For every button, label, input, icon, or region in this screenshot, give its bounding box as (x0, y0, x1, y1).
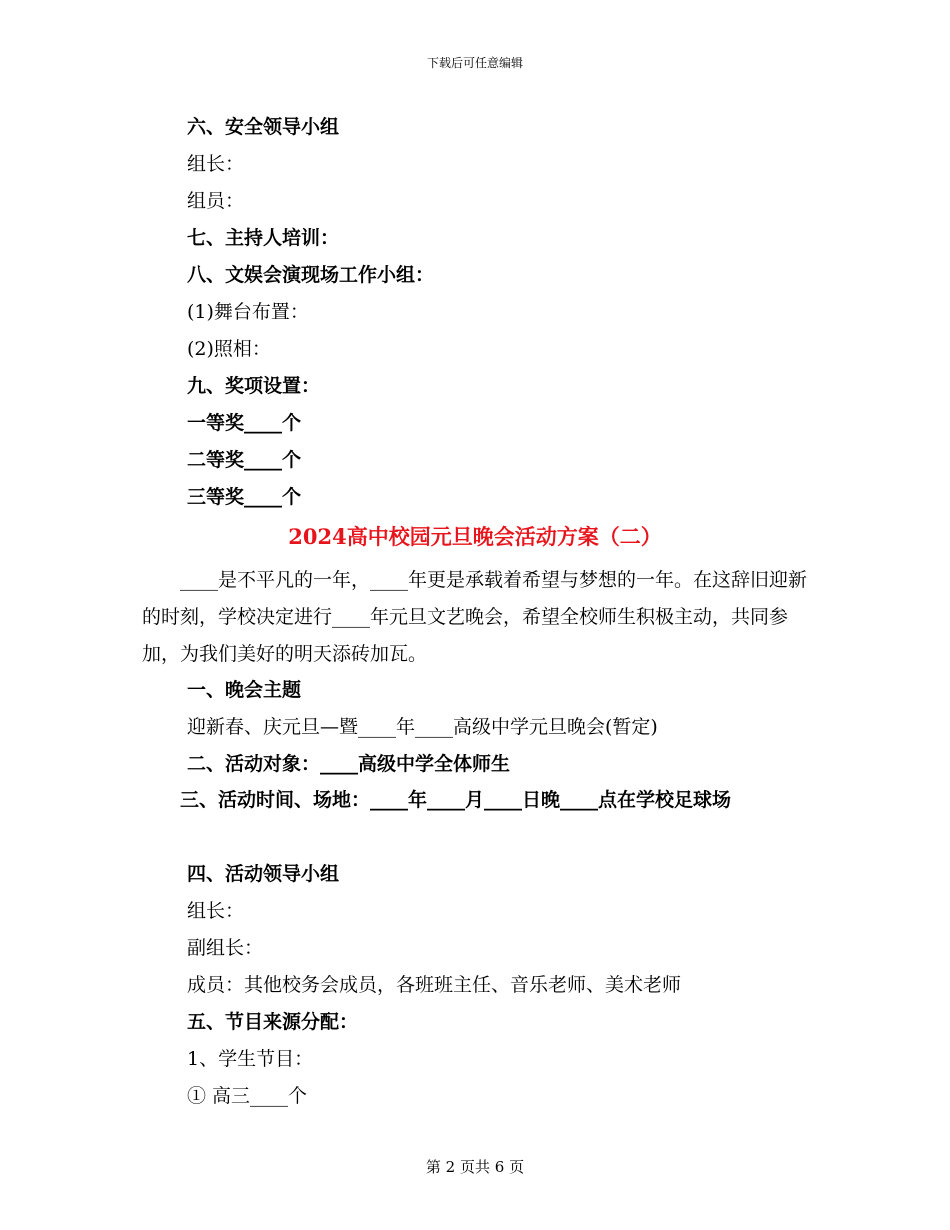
members-line: 成员：其他校务会成员，各班班主任、音乐老师、美术老师 (187, 974, 682, 996)
section-nine-heading: 九、奖项设置： (187, 375, 321, 397)
section-seven-heading: 七、主持人培训： (187, 227, 340, 249)
senior-three-line: ① 高三____个 (187, 1085, 308, 1107)
document-title: 2024高中校园元旦晚会活动方案（二） (288, 524, 662, 549)
section-two-heading: 二、活动对象：____高级中学全体师生 (187, 753, 511, 775)
third-prize-line: 三等奖____个 (187, 486, 302, 508)
group-leader-line: 组长： (187, 900, 245, 922)
page-header: 下载后可任意编辑 (426, 56, 523, 70)
section-eight-heading: 八、文娱会演现场工作小组： (187, 264, 435, 286)
deputy-leader-line: 副组长： (187, 937, 264, 959)
section-one-heading: 一、晚会主题 (187, 679, 302, 701)
stage-setup-line: (1)舞台布置： (187, 301, 309, 323)
theme-line: 迎新春、庆元旦—暨____年____高级中学元旦晚会(暂定) (187, 716, 658, 738)
member-line: 组员： (187, 190, 245, 212)
intro-paragraph: ____是不平凡的一年，____年更是承载着希望与梦想的一年。在这辞旧迎新的时刻，学校决定进行____年元旦文艺晚会，希望全校师生积极主动，共同参加，为我们美好的明天添砖加瓦。 (142, 569, 808, 665)
leader-line: 组长： (187, 153, 245, 175)
page-footer: 第 2 页共 6 页 (425, 1158, 525, 1176)
section-three-heading: 三、活动时间、场地：____年____月____日晚____点在学校足球场 (142, 789, 732, 811)
second-prize-line: 二等奖____个 (187, 449, 302, 471)
section-six-heading: 六、安全领导小组 (187, 116, 340, 138)
first-prize-line: 一等奖____个 (187, 412, 302, 434)
student-programs-line: 1、学生节目： (187, 1048, 314, 1070)
section-five-heading: 五、节目来源分配： (187, 1011, 359, 1033)
photography-line: (2)照相： (187, 338, 271, 360)
section-four-heading: 四、活动领导小组 (187, 863, 340, 885)
